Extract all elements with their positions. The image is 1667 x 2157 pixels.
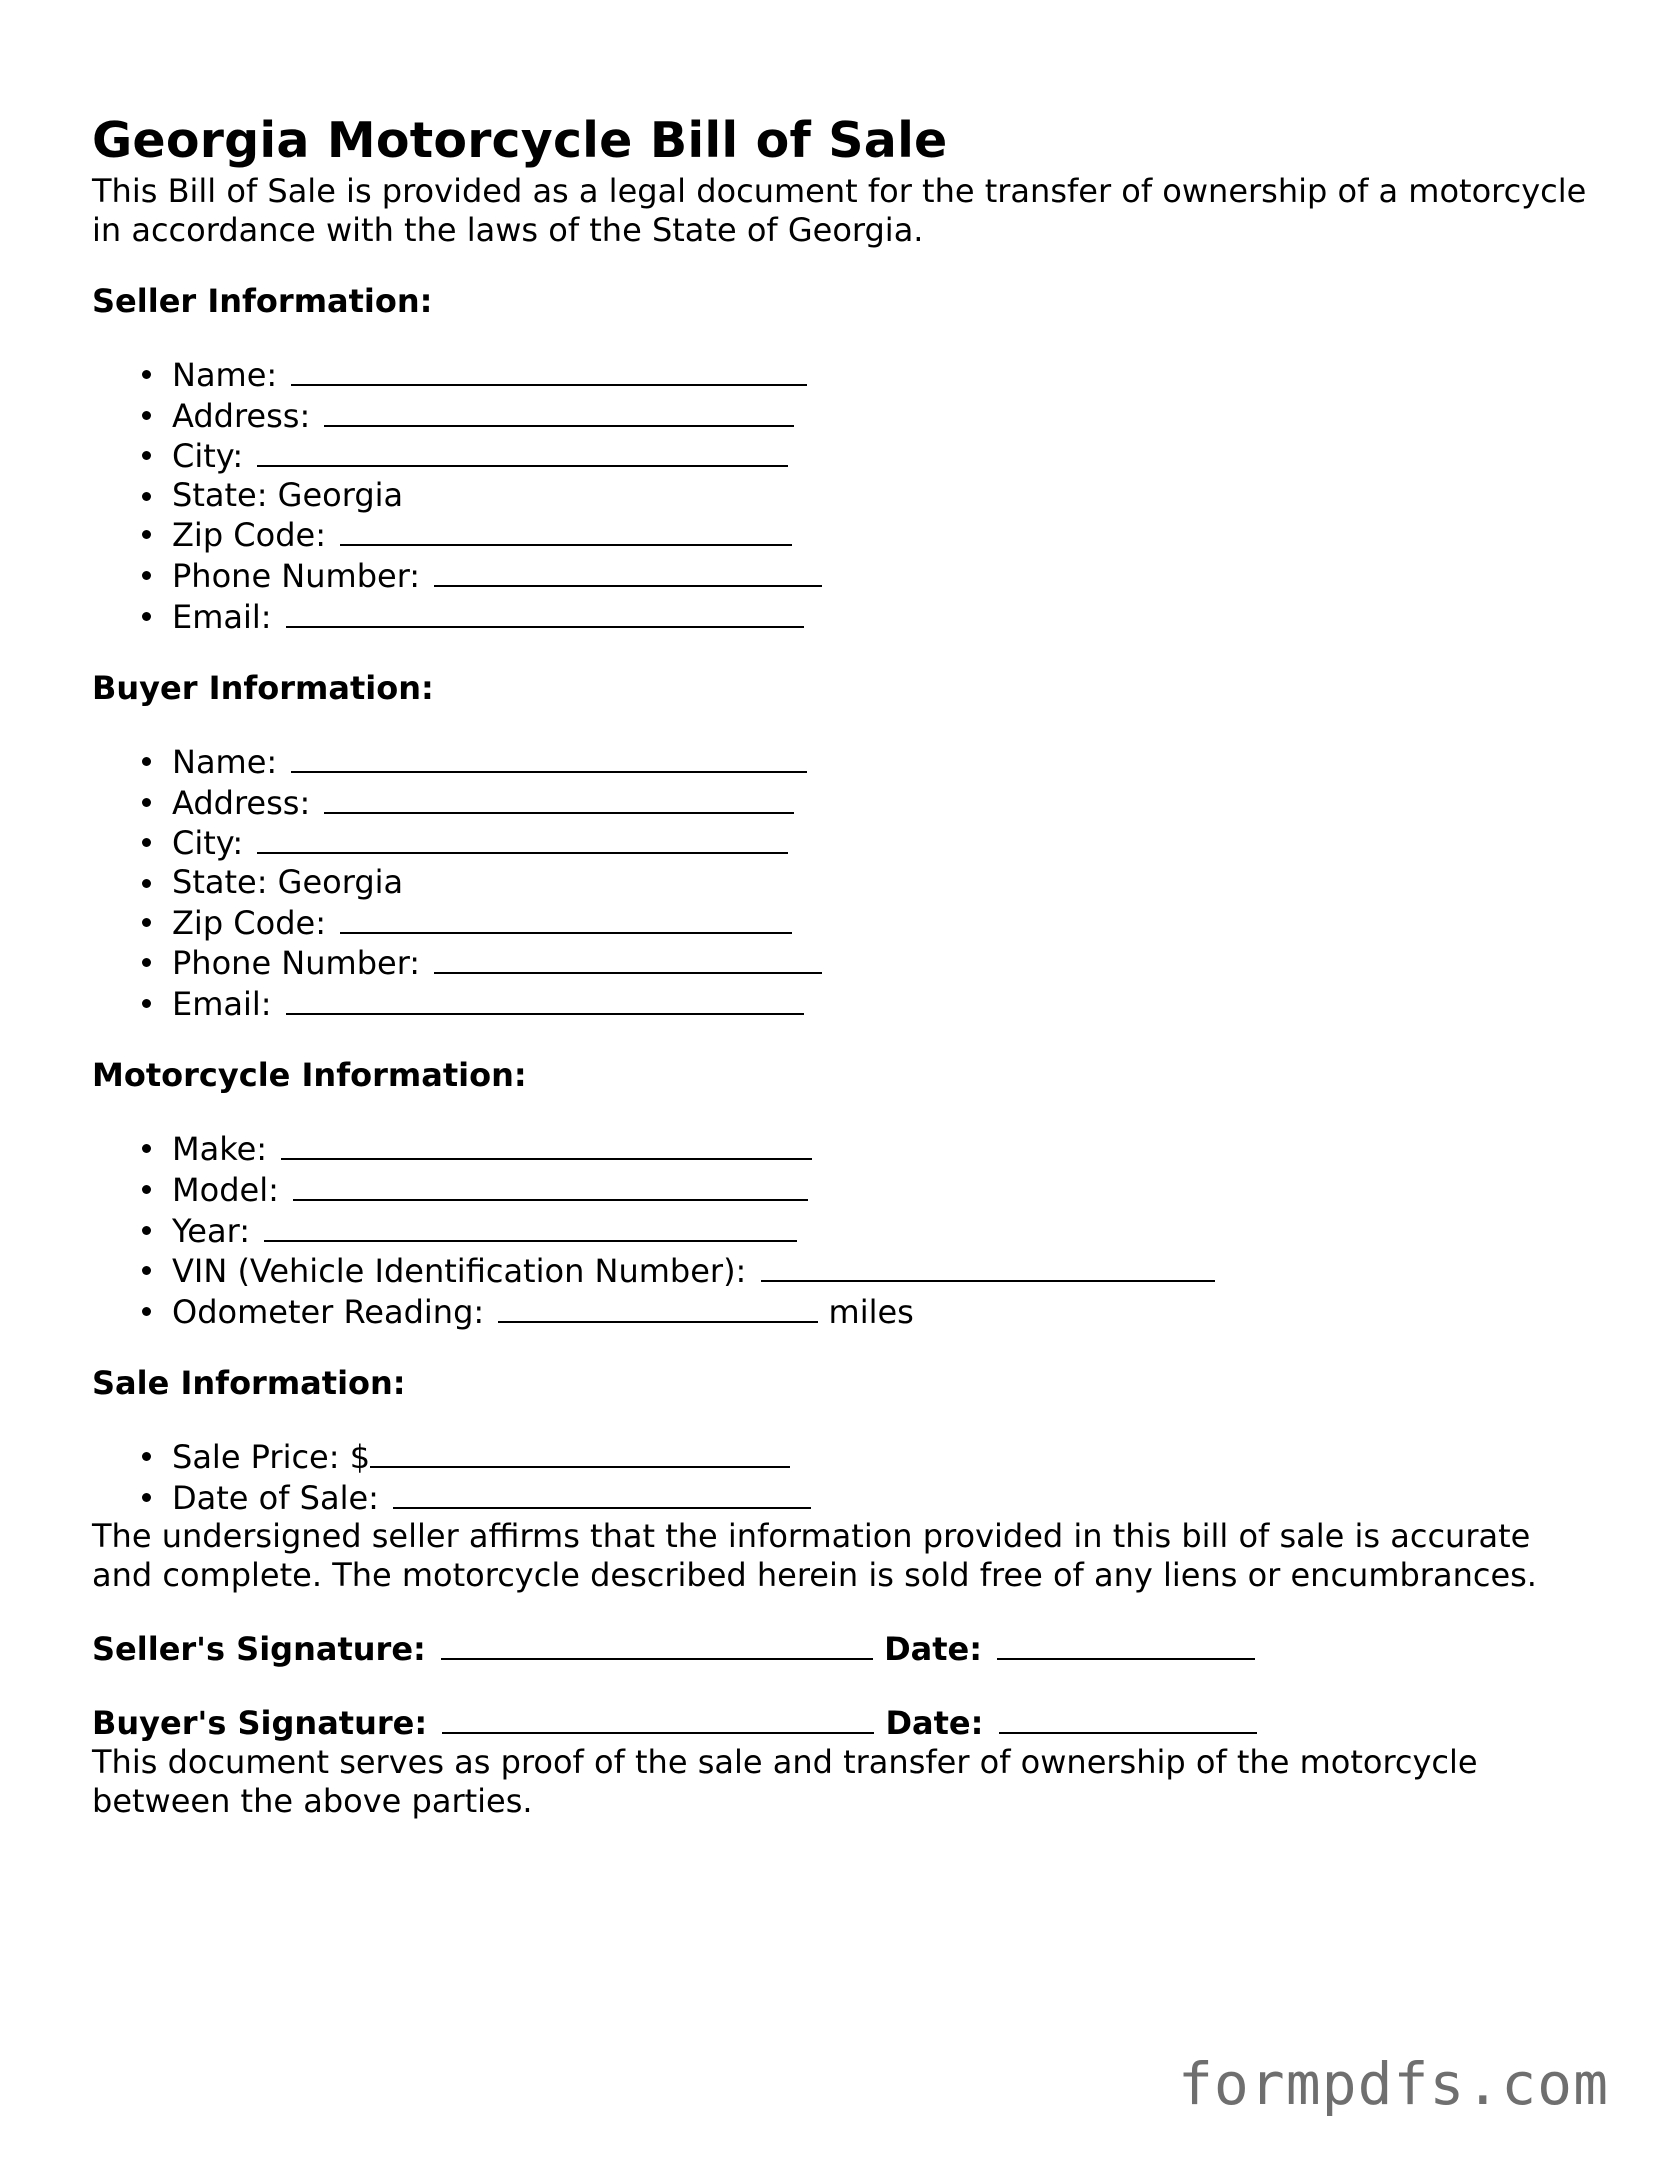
buyer-zip-item [172, 902, 1592, 943]
document-title: Georgia Motorcycle Bill of Sale [92, 112, 948, 169]
buyer-signature-label: Buyer's Signature: [92, 1704, 428, 1743]
buyer-city-field[interactable] [257, 822, 788, 854]
seller-email-field[interactable] [286, 596, 804, 628]
field-label: Name: [172, 743, 278, 782]
field-label: Zip Code: [172, 516, 326, 555]
buyer-state-item [172, 863, 1592, 902]
buyer-address-item [172, 782, 1592, 823]
seller-date-field[interactable] [997, 1628, 1255, 1660]
field-label: Model: [172, 1170, 279, 1209]
sale-date-field[interactable] [393, 1477, 811, 1509]
motorcycle-odometer-item [172, 1291, 1592, 1332]
seller-fields-list [92, 354, 1592, 636]
buyer-state-value: Georgia [277, 862, 404, 901]
seller-signature-field[interactable] [441, 1628, 873, 1660]
field-label: State: [172, 862, 268, 901]
buyer-fields-list [92, 741, 1592, 1023]
field-label: Address: [172, 783, 311, 822]
seller-section-heading: Seller Information: [92, 282, 433, 320]
field-label: Address: [172, 396, 311, 435]
field-label: Name: [172, 356, 278, 394]
field-label: Phone Number: [172, 556, 421, 595]
motorcycle-model-field[interactable] [293, 1169, 808, 1201]
buyer-phone-field[interactable] [434, 942, 822, 974]
field-label: Date of Sale: [172, 1478, 379, 1517]
field-label: City: [172, 437, 244, 476]
field-label: Odometer Reading: [172, 1292, 485, 1331]
seller-zip-field[interactable] [340, 514, 792, 546]
seller-address-field[interactable] [324, 395, 794, 427]
motorcycle-model-item [172, 1169, 1592, 1210]
seller-name-item [172, 354, 1592, 395]
field-label: Year: [172, 1211, 250, 1250]
seller-zip-item [172, 514, 1592, 555]
field-label: Email: [172, 984, 272, 1023]
buyer-date-field[interactable] [999, 1702, 1257, 1734]
seller-date-label: Date: [884, 1630, 983, 1669]
sale-fields-list [92, 1436, 1592, 1517]
closing-paragraph: This document serves as proof of the sale and transfer of ownership of the motorcycle between the above parties. [92, 1743, 1478, 1821]
buyer-signature-field[interactable] [442, 1702, 874, 1734]
buyer-signature-line [92, 1702, 1592, 1743]
motorcycle-odometer-field[interactable] [498, 1291, 818, 1323]
field-label: Make: [172, 1130, 268, 1169]
affirmation-paragraph: The undersigned seller affirms that the information provided in this bill of sale is accurate and complete. The motorcycle described herein is sold free of any liens or encumbrances. [92, 1517, 1537, 1595]
buyer-section-heading: Buyer Information: [92, 669, 434, 708]
field-label: City: [172, 824, 244, 863]
seller-name-field[interactable] [291, 354, 807, 386]
sale-price-item [172, 1436, 1592, 1477]
seller-state-value: Georgia [277, 475, 404, 514]
motorcycle-year-field[interactable] [264, 1210, 797, 1242]
motorcycle-section-heading: Motorcycle Information: [92, 1056, 527, 1095]
seller-signature-label: Seller's Signature: [92, 1630, 426, 1669]
buyer-name-field[interactable] [291, 741, 807, 773]
buyer-name-item [172, 741, 1592, 782]
motorcycle-make-item [172, 1128, 1592, 1169]
buyer-phone-item [172, 942, 1592, 983]
motorcycle-fields-list [92, 1128, 1592, 1331]
motorcycle-vin-item [172, 1250, 1592, 1291]
sale-price-field[interactable] [370, 1436, 790, 1468]
field-label: Email: [172, 597, 272, 636]
odometer-unit: miles [828, 1292, 914, 1331]
watermark-text: formpdfs.com [1177, 2050, 1609, 2118]
sale-section-heading: Sale Information: [92, 1364, 406, 1403]
buyer-city-item [172, 822, 1592, 863]
buyer-email-item [172, 983, 1592, 1024]
bill-of-sale-document [92, 110, 1592, 1821]
seller-city-field[interactable] [257, 435, 788, 467]
seller-city-item [172, 435, 1592, 476]
buyer-date-label: Date: [885, 1704, 984, 1743]
motorcycle-make-field[interactable] [281, 1128, 812, 1160]
field-label: Sale Price: $ [172, 1438, 371, 1477]
seller-phone-field[interactable] [434, 555, 822, 587]
intro-paragraph: This Bill of Sale is provided as a legal document for the transfer of ownership of a motorcycle in accordance with the laws of the State of Georgia. [92, 172, 1587, 249]
motorcycle-vin-field[interactable] [761, 1250, 1215, 1282]
motorcycle-year-item [172, 1210, 1592, 1251]
buyer-zip-field[interactable] [340, 902, 792, 934]
buyer-email-field[interactable] [286, 983, 804, 1015]
seller-phone-item [172, 555, 1592, 596]
sale-date-item [172, 1477, 1592, 1518]
field-label: Phone Number: [172, 944, 421, 983]
seller-address-item [172, 395, 1592, 436]
field-label: VIN (Vehicle Identification Number): [172, 1252, 747, 1291]
seller-email-item [172, 596, 1592, 637]
seller-state-item [172, 476, 1592, 515]
field-label: State: [172, 475, 268, 514]
seller-signature-line [92, 1628, 1592, 1669]
field-label: Zip Code: [172, 903, 326, 942]
buyer-address-field[interactable] [324, 782, 794, 814]
